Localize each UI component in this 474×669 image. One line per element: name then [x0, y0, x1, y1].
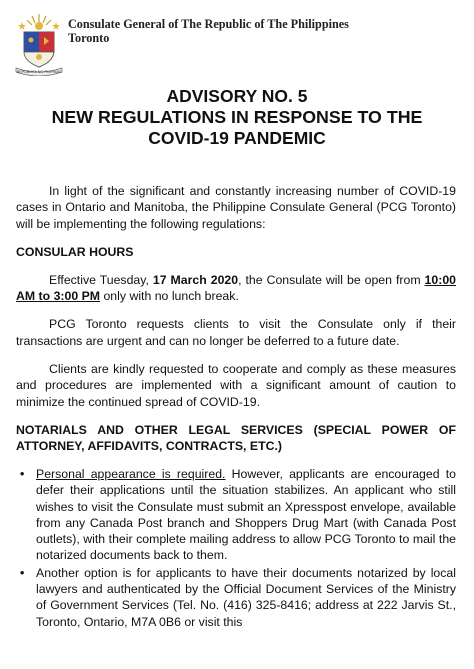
- personal-appearance-note: Personal appearance is required.: [36, 466, 226, 481]
- notarials-heading: NOTARIALS AND OTHER LEGAL SERVICES (SPECIAL POWER OF ATTORNEY, AFFIDAVITS, CONTRACTS, ETC.): [16, 422, 456, 453]
- urgent-visits-paragraph: PCG Toronto requests clients to visit the Consulate only if their transactions are urgent and can no longer be deferred to a future date.: [16, 317, 456, 348]
- letterhead: [10, 12, 470, 76]
- intro-paragraph: In light of the significant and constantly increasing number of COVID-19 cases in Ontario and Manitoba, the Philippine Consulate General (PCG Toronto) will be implementing the following regulations:: [16, 184, 456, 231]
- consular-hours-heading: CONSULAR HOURS: [16, 244, 134, 259]
- consulate-name: [68, 17, 349, 45]
- notarials-list: [16, 466, 456, 630]
- list-item: • Another option is for applicants to have their documents notarized by local lawyers and authenticated by the Official Document Services of the Ministry of Government Services (Tel. No. (416) 325-8416; address at 222 Jarvis St., Toronto, Ontario, M7A 0B6 or visit this: [36, 565, 456, 630]
- effective-date: 17 March 2020: [152, 272, 239, 287]
- hours-paragraph: Effective Tuesday, 17 March 2020, the Consulate will be open from 10:00 AM to 3:00 PM only with no lunch break.: [16, 272, 456, 304]
- title-line-2: NEW REGULATIONS IN RESPONSE TO THE: [51, 107, 423, 127]
- title-line-3: COVID-19 PANDEMIC: [148, 128, 326, 148]
- cooperation-paragraph: Clients are kindly requested to cooperate and comply as these measures and procedures are implemented with a significant amount of caution to minimize the continued spread of COVID-19.: [16, 362, 456, 409]
- svg-text:REPUBLIKA NG PILIPINAS: REPUBLIKA NG PILIPINAS: [16, 70, 62, 74]
- advisory-title: [0, 86, 474, 149]
- advisory-body: [16, 183, 456, 631]
- list-item: • Personal appearance is required. However, applicants are encouraged to defer their applications until the situation stabilizes. An applicant who still wishes to visit the Consulate must submit an Xpresspost envelope, available from any Canada Post branch and Shoppers Drug Mart (with Canada Post outlets), with their complete mailing address to allow PCG Toronto to mail the notarized documents back to them.: [36, 466, 456, 564]
- philippine-seal-icon: [10, 12, 68, 76]
- title-line-1: ADVISORY NO. 5: [166, 86, 308, 106]
- opening-hours: 10:00 AM to 3:00 PM: [16, 272, 456, 304]
- org-line-1: Consulate General of The Republic of The Philippines: [68, 17, 349, 31]
- org-line-2: Toronto: [68, 31, 110, 45]
